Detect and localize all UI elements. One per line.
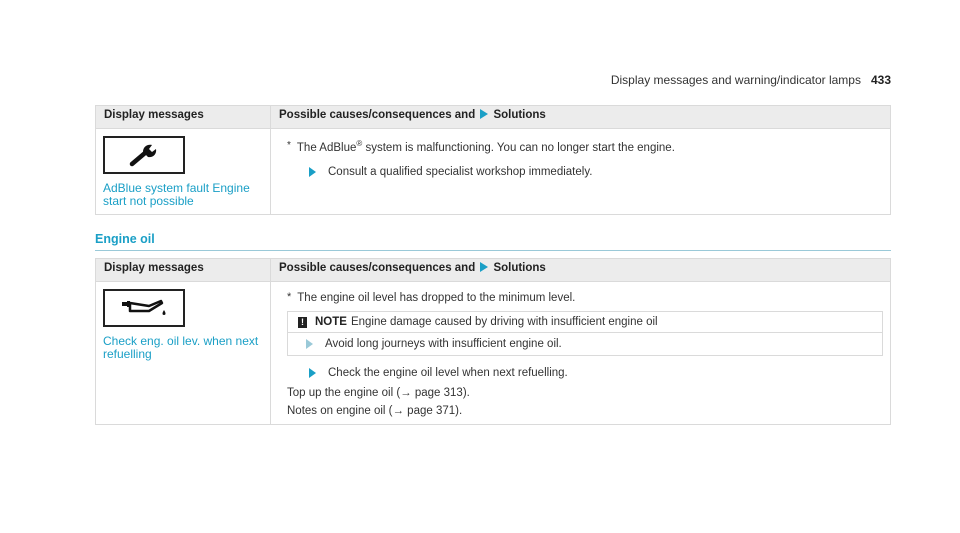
note-step: Avoid long journeys with insufficient engine oil. [288,332,882,355]
display-message-text: AdBlue system fault Engine start not possible [103,181,250,208]
arrow-icon [309,167,316,177]
note-box [287,311,883,356]
warning-icon: ! [298,317,307,328]
page-header [611,73,891,87]
display-message-cell [96,129,271,215]
solution-step: Consult a qualified specialist workshop immediately. [287,165,882,179]
wrench-icon [103,136,185,174]
causes-cell [271,282,891,425]
adblue-table [95,105,891,215]
arrow-icon [480,109,488,119]
solution-step: Check the engine oil level when next refuelling. [287,366,883,380]
arrow-icon [480,262,488,272]
section-title-engine-oil: Engine oil [95,232,891,251]
note-text: Engine damage caused by driving with insufficient engine oil [350,316,658,328]
col-header-causes: Possible causes/consequences and Solutions [271,259,891,282]
arrow-icon [309,368,316,378]
reference-notes[interactable]: Notes on engine oil (→ page 371). [287,405,463,417]
note-header [288,312,882,332]
asterisk: * [287,139,291,151]
display-message-text: Check eng. oil lev. when next refuelling [103,334,259,361]
asterisk: * [287,291,292,303]
col-header-causes: Possible causes/consequences and Solutions [271,106,891,129]
header-title: Display messages and warning/indicator lamps [610,73,861,87]
reference-top-up[interactable]: Top up the engine oil (→ page 313). [287,387,470,399]
registered-mark: ® [356,139,363,148]
col-header-display-messages: Display messages [96,259,271,282]
arrow-icon [306,339,313,349]
cause-text: The engine oil level has dropped to the minimum level. [297,292,576,304]
oil-can-icon [103,289,185,327]
engine-oil-table [95,258,891,425]
causes-cell [271,129,891,215]
note-label: NOTE [315,316,347,328]
page-number: 433 [870,73,891,87]
col-header-display-messages: Display messages [96,106,271,129]
cause-text-pre: The AdBlue [296,141,357,154]
display-message-cell [96,282,271,425]
cause-text-post: system is malfunctioning. You can no longer start the engine. [365,141,675,154]
